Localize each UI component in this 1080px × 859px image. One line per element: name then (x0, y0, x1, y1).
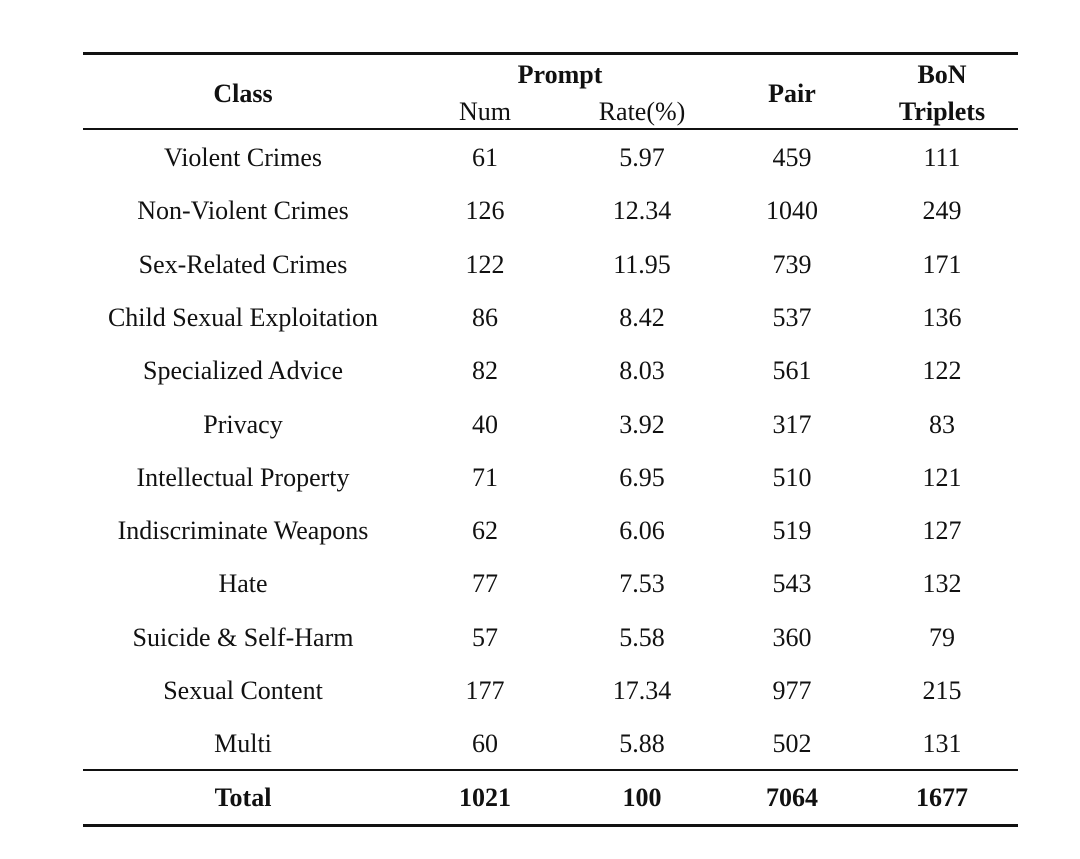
row-rate: 8.42 (619, 302, 665, 332)
row-num: 61 (472, 143, 498, 172)
row-bon: 215 (922, 676, 962, 705)
row-bon: 132 (922, 569, 962, 599)
row-num: 57 (472, 622, 498, 652)
row-bon: 249 (922, 196, 962, 226)
row-num: 71 (472, 462, 498, 492)
header-triplets: Triplets (898, 97, 986, 126)
row-pair: 519 (772, 516, 812, 546)
row-rate: 5.97 (619, 143, 665, 172)
row-class: Intellectual Property (136, 462, 350, 492)
bottom-rule (83, 824, 1018, 827)
row-class: Privacy (203, 409, 283, 439)
row-pair: 739 (772, 249, 812, 279)
row-pair: 502 (772, 729, 812, 759)
row-bon: 127 (922, 516, 962, 546)
row-pair: 360 (772, 622, 812, 652)
row-rate: 3.92 (619, 409, 665, 439)
total-num: 1021 (459, 783, 511, 812)
row-rate: 6.06 (619, 516, 665, 546)
top-rule (83, 52, 1018, 55)
row-pair: 543 (772, 569, 812, 599)
row-rate: 17.34 (612, 676, 672, 705)
row-class: Sexual Content (163, 676, 323, 705)
row-class: Non-Violent Crimes (137, 196, 349, 226)
row-num: 62 (472, 516, 498, 546)
header-prompt: Prompt (517, 60, 603, 89)
row-rate: 7.53 (619, 569, 665, 599)
row-class: Multi (214, 729, 272, 759)
row-pair: 1040 (766, 196, 818, 226)
row-rate: 12.34 (612, 196, 672, 226)
row-pair: 510 (772, 462, 812, 492)
row-num: 122 (465, 249, 505, 279)
row-num: 86 (472, 302, 498, 332)
total-bon: 1677 (916, 783, 968, 812)
row-pair: 537 (772, 302, 812, 332)
header-rule (83, 128, 1018, 130)
header-bon: BoN (917, 60, 967, 89)
header-rate: Rate(%) (598, 97, 686, 126)
row-num: 82 (472, 356, 498, 386)
row-bon: 122 (922, 356, 962, 386)
row-pair: 977 (772, 676, 812, 705)
row-rate: 5.58 (619, 622, 665, 652)
row-class: Violent Crimes (163, 143, 323, 172)
total-pair: 7064 (766, 783, 818, 812)
row-class: Hate (218, 569, 268, 599)
row-pair: 561 (772, 356, 812, 386)
total-rate: 100 (622, 783, 662, 812)
row-num: 126 (465, 196, 505, 226)
row-rate: 11.95 (613, 249, 671, 279)
row-bon: 79 (929, 622, 955, 652)
row-pair: 459 (772, 143, 812, 172)
row-bon: 171 (922, 249, 962, 279)
row-class: Indiscriminate Weapons (117, 516, 369, 546)
row-num: 60 (472, 729, 498, 759)
row-bon: 83 (929, 409, 955, 439)
header-pair: Pair (768, 79, 816, 108)
header-class: Class (213, 79, 273, 108)
row-rate: 5.88 (619, 729, 665, 759)
row-num: 177 (465, 676, 505, 705)
row-class: Suicide & Self-Harm (132, 622, 354, 652)
row-pair: 317 (772, 409, 812, 439)
row-bon: 121 (922, 462, 962, 492)
row-class: Child Sexual Exploitation (107, 302, 379, 332)
row-bon: 136 (922, 302, 962, 332)
total-label: Total (214, 783, 272, 812)
row-class: Sex-Related Crimes (138, 249, 348, 279)
row-rate: 6.95 (619, 462, 665, 492)
header-num: Num (459, 97, 511, 126)
row-bon: 111 (923, 143, 961, 172)
total-rule (83, 769, 1018, 771)
row-num: 77 (472, 569, 498, 599)
row-rate: 8.03 (619, 356, 665, 386)
row-bon: 131 (922, 729, 962, 759)
row-class: Specialized Advice (143, 356, 343, 386)
row-num: 40 (472, 409, 498, 439)
